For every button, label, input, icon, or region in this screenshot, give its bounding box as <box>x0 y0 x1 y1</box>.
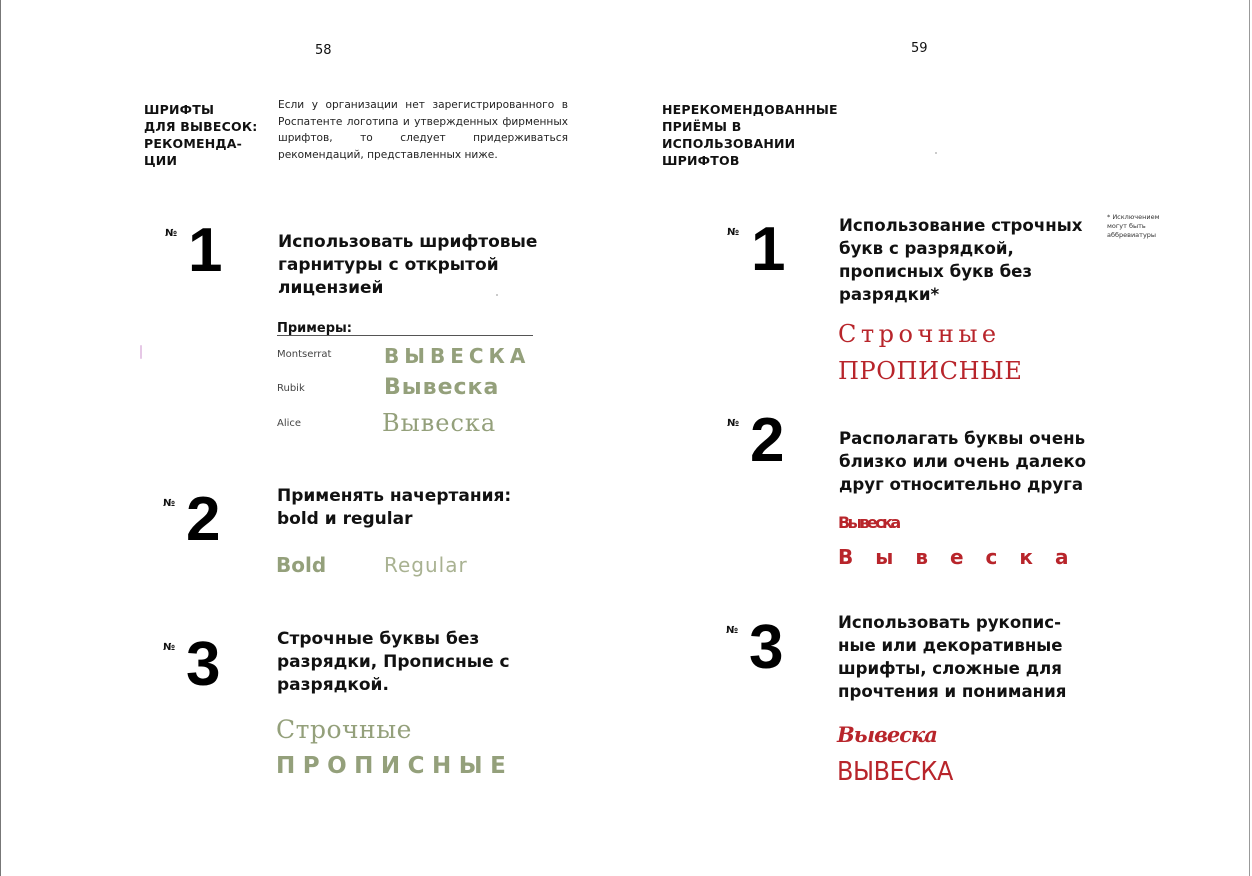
rule-text-line: Применять начертания: <box>277 486 512 506</box>
bad-sample-spaced-lowercase: Строчные <box>838 320 1001 348</box>
rule-text-line: Строчные буквы без <box>277 629 480 649</box>
rule-text-line: друг относительно друга <box>839 475 1084 494</box>
examples-title: Примеры: <box>277 322 533 336</box>
right-heading-line: ИСПОЛЬЗОВАНИИ <box>662 136 796 151</box>
font-name: Alice <box>277 418 302 429</box>
rule-number: 3 <box>749 613 784 682</box>
rule-text-line: разрядки* <box>839 285 940 304</box>
rule-text <box>839 427 1086 496</box>
number-sign: № <box>165 228 178 239</box>
footnote-line: могут быть <box>1107 222 1146 230</box>
scan-speck <box>496 294 498 296</box>
bad-sample-tight-spacing: Вывеска <box>838 513 899 532</box>
font-name: Montserrat <box>277 349 332 360</box>
rule-text-line: Использовать шрифтовые <box>278 232 538 252</box>
case-sample-lowercase: Строчные <box>276 715 412 744</box>
rule-number: 3 <box>186 630 221 699</box>
scan-speck <box>140 345 142 359</box>
right-page-number: 59 <box>911 41 928 56</box>
footnote-line: аббревиатуры <box>1107 231 1157 239</box>
intro-paragraph: Если у организации нет зарегистрированного в Роспатенте логотипа и утвержденных фирменных шрифтов, то следует придерживаться рекомендаций, представленных ниже. <box>278 99 568 161</box>
weight-sample-bold: Bold <box>276 553 327 577</box>
rule-number: 1 <box>188 216 223 285</box>
font-sample-alice: Вывеска <box>382 409 497 437</box>
rule-text-line: разрядкой. <box>277 675 389 695</box>
footnote-line: * Исключением <box>1107 213 1160 221</box>
bad-sample-unspaced-uppercase: ПРОПИСНЫЕ <box>838 357 1023 385</box>
weight-sample-regular: Regular <box>384 553 468 577</box>
rule-text-line: шрифты, сложные для <box>838 659 1062 678</box>
number-sign: № <box>163 498 176 509</box>
rule-text-line: Располагать буквы очень <box>839 429 1086 448</box>
case-sample-uppercase: ПРОПИСНЫЕ <box>276 753 514 779</box>
left-heading-line: ЦИИ <box>144 153 178 168</box>
right-section-heading <box>662 101 838 169</box>
rule-text-line: букв с разрядкой, <box>839 239 1014 258</box>
number-sign: № <box>727 227 740 238</box>
left-page-edge <box>0 0 1 876</box>
left-section-heading <box>144 101 257 169</box>
right-heading-line: НЕРЕКОМЕНДОВАННЫЕ <box>662 102 838 117</box>
rule-text-line: прописных букв без <box>839 262 1033 281</box>
rule-text <box>838 611 1066 703</box>
bad-sample-decorative-font: ВЫВЕСКА <box>837 757 953 787</box>
rule-text-line: bold и regular <box>277 509 413 529</box>
left-heading-line: ДЛЯ ВЫВЕСОК: <box>144 119 258 134</box>
rule-number: 2 <box>750 406 785 475</box>
bad-sample-wide-spacing: Вывеска <box>838 545 1091 569</box>
left-heading-line: РЕКОМЕНДА- <box>144 136 242 151</box>
right-page-edge <box>1249 0 1250 876</box>
left-heading-line: ШРИФТЫ <box>144 102 215 117</box>
font-name: Rubik <box>277 383 305 394</box>
rule-number: 2 <box>186 485 221 554</box>
footnote <box>1107 213 1160 240</box>
rule-text-line: лицензией <box>278 278 384 298</box>
font-sample-rubik: Вывеска <box>384 375 500 400</box>
rule-text <box>839 214 1082 306</box>
rule-text <box>277 485 511 531</box>
left-page-number: 58 <box>315 43 332 58</box>
rule-number: 1 <box>751 215 786 284</box>
rule-text-line: Использовать рукопис- <box>838 613 1062 632</box>
right-heading-line: ПРИЁМЫ В <box>662 119 742 134</box>
font-sample-montserrat: ВЫВЕСКА <box>384 344 531 368</box>
rule-text <box>277 628 510 697</box>
rule-text-line: ные или декоративные <box>838 636 1063 655</box>
number-sign: № <box>727 418 740 429</box>
right-heading-line: ШРИФТОВ <box>662 153 740 168</box>
rule-text <box>278 231 537 300</box>
rule-text-line: Использование строчных <box>839 216 1083 235</box>
rule-text-line: разрядки, Прописные с <box>277 652 510 672</box>
number-sign: № <box>163 642 176 653</box>
rule-text-line: близко или очень далеко <box>839 452 1087 471</box>
rule-text-line: прочтения и понимания <box>838 682 1067 701</box>
rule-text-line: гарнитуры с открытой <box>278 255 499 275</box>
number-sign: № <box>726 625 739 636</box>
scan-speck <box>935 152 937 154</box>
bad-sample-script-font: Вывеска <box>837 722 937 747</box>
